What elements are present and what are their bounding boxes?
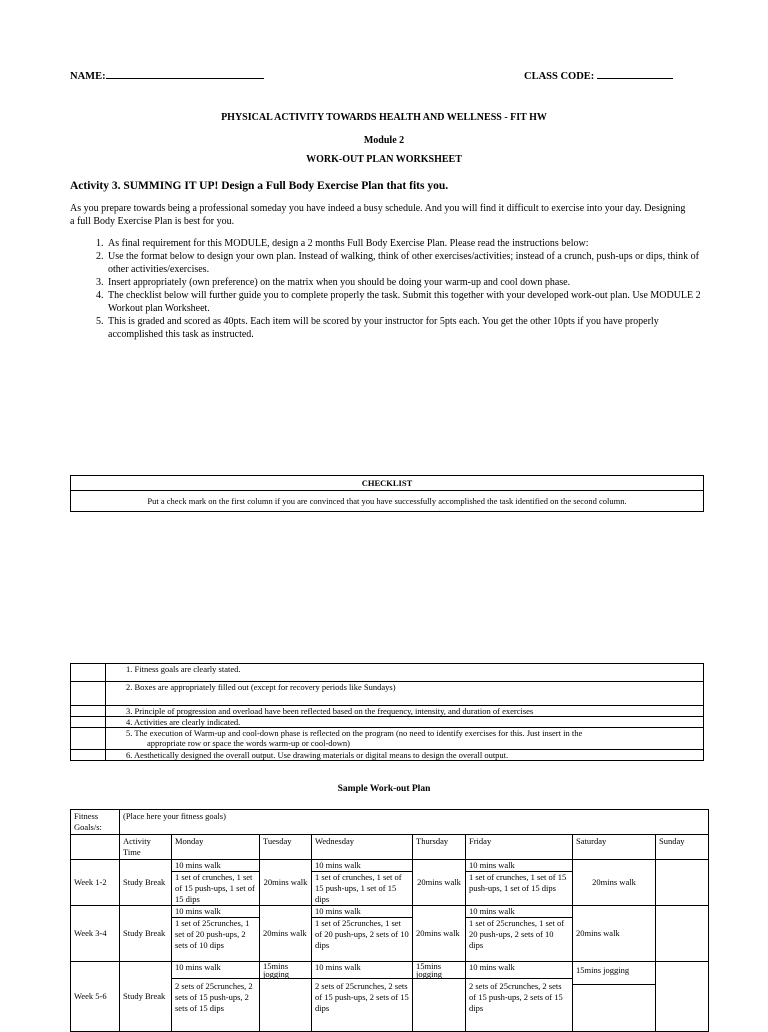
week-row [71, 860, 709, 906]
week-row [71, 906, 709, 962]
tuesday-cell[interactable]: 20mins walk [260, 860, 312, 906]
check-box[interactable] [71, 664, 106, 682]
exercise-text: 1 set of 25crunches, 1 set of 20 push-ups, 2 sets of 10 dips [315, 918, 409, 950]
warmup-text: 10 mins walk [312, 962, 412, 979]
criteria-item: 5. The execution of Warm-up and cool-down phase is reflected on the program (no need to identify exercises for this. Just insert in the [126, 728, 583, 738]
col-header: Activity Time [120, 835, 172, 860]
friday-cell[interactable] [466, 860, 573, 906]
monday-cell[interactable] [172, 962, 260, 1032]
check-box[interactable] [71, 750, 106, 761]
warmup-text: 10 mins walk [466, 906, 572, 918]
warmup-text: 10 mins walk [312, 860, 412, 872]
module-title: Module 2 [363, 135, 405, 146]
thursday-cell[interactable] [413, 962, 466, 1032]
class-code-label: CLASS CODE: [524, 71, 595, 82]
name-blank[interactable] [106, 69, 264, 79]
col-header: Sunday [656, 835, 709, 860]
col-header: Thursday [413, 835, 466, 860]
instructions-list [70, 237, 702, 341]
check-box[interactable] [71, 706, 106, 717]
exercise-text: 1 set of crunches, 1 set of 15 push-ups, 1 set of 15 dips [469, 872, 567, 893]
tuesday-cell[interactable]: 20mins walk [260, 906, 312, 962]
col-header: Friday [466, 835, 573, 860]
friday-cell[interactable] [466, 962, 573, 1032]
week-label: Week 5-6 [71, 962, 120, 1032]
saturday-cell[interactable]: 20mins walk [573, 860, 656, 906]
worksheet-title: WORK-OUT PLAN WORKSHEET [306, 154, 462, 165]
warmup-text: 10 mins walk [312, 906, 412, 918]
thursday-cell[interactable]: 20mins walk [413, 860, 466, 906]
col-header: Tuesday [260, 835, 312, 860]
activity-intro: As you prepare towards being a professional someday you have indeed a busy schedule. And you will find it difficult to exercise into your day. Designing a full Body Exercise Plan is best for you. [70, 203, 686, 227]
wednesday-cell[interactable] [312, 860, 413, 906]
exercise-text: 2 sets of 25crunches, 2 sets of 15 push-ups, 2 sets of 15 dips [175, 981, 253, 1013]
exercise-text: 1 set of crunches, 1 set of 15 push-ups, 1 set of 15 dips [175, 872, 255, 904]
exercise-text: 1 set of crunches, 1 set of 15 push-ups, 1 set of 15 dips [315, 872, 402, 904]
name-field[interactable] [70, 69, 264, 82]
thursday-cell[interactable]: 20mins walk [413, 906, 466, 962]
activity-heading: Activity 3. SUMMING IT UP! Design a Full Body Exercise Plan that fits you. [70, 180, 449, 192]
jogging-text: 15mins jogging [413, 962, 465, 979]
class-code-blank[interactable] [597, 69, 673, 79]
jogging-text: 15mins jogging [260, 962, 311, 979]
warmup-text: 10 mins walk [172, 860, 259, 872]
workout-plan-table [70, 809, 709, 1032]
empty-header-cell [71, 835, 120, 860]
activity-time: Study Break [120, 906, 172, 962]
saturday-cell[interactable]: 20mins walk [573, 906, 656, 962]
sunday-cell[interactable] [656, 962, 709, 1032]
criteria-item: 3. Principle of progression and overload have been reflected based on the frequency, intensity, and duration of exercises [106, 706, 704, 717]
name-label: NAME: [70, 71, 106, 82]
warmup-text: 10 mins walk [466, 860, 572, 872]
exercise-text: 2 sets of 25crunches, 2 sets of 15 push-ups, 2 sets of 15 dips [469, 981, 563, 1013]
exercise-text: 2 sets of 25crunches, 2 sets of 15 push-ups, 2 sets of 15 dips [315, 981, 409, 1013]
checklist-title: CHECKLIST [71, 476, 704, 491]
instruction-item: 2. Use the format below to design your own plan. Instead of walking, think of other exercises/activities; instead of a crunch, push-ups or dips, think of other activities/exercises. [106, 250, 702, 276]
wednesday-cell[interactable] [312, 962, 413, 1032]
criteria-item: 1. Fitness goals are clearly stated. [106, 664, 704, 682]
col-header: Saturday [573, 835, 656, 860]
criteria-item: 6. Aesthetically designed the overall output. Use drawing materials or digital means to design the overall output. [106, 750, 704, 761]
instruction-item: 3. Insert appropriately (own preference) on the matrix when you should be doing your warm-up and cool down phase. [106, 276, 702, 289]
saturday-cell[interactable] [573, 962, 656, 1032]
goals-label: Fitness Goals/s: [71, 810, 120, 835]
sunday-cell[interactable] [656, 860, 709, 906]
criteria-item: 2. Boxes are appropriately filled out (except for recovery periods like Sundays) [106, 682, 704, 706]
check-box[interactable] [71, 717, 106, 728]
course-title: PHYSICAL ACTIVITY TOWARDS HEALTH AND WELLNESS - FIT HW [221, 112, 547, 123]
monday-cell[interactable] [172, 860, 260, 906]
warmup-text: 10 mins walk [172, 962, 259, 979]
week-label: Week 3-4 [71, 906, 120, 962]
warmup-text: 10 mins walk [172, 906, 259, 918]
criteria-table [70, 663, 704, 761]
instruction-item: 1. As final requirement for this MODULE, design a 2 months Full Body Exercise Plan. Please read the instructions below: [106, 237, 702, 250]
activity-time: Study Break [120, 962, 172, 1032]
warmup-text: 10 mins walk [466, 962, 572, 979]
tuesday-cell[interactable] [260, 962, 312, 1032]
sunday-cell[interactable] [656, 906, 709, 962]
checklist-instruction: Put a check mark on the first column if you are convinced that you have successfully accomplished the task identified on the second column. [71, 491, 704, 512]
friday-cell[interactable] [466, 906, 573, 962]
wednesday-cell[interactable] [312, 906, 413, 962]
instruction-item: 4. The checklist below will further guide you to complete properly the task. Submit this together with your developed work-out plan. Use MODULE 2 Workout plan Worksheet. [106, 289, 702, 315]
goals-input[interactable]: (Place here your fitness goals) [120, 810, 709, 835]
week-label: Week 1-2 [71, 860, 120, 906]
plan-title: Sample Work-out Plan [337, 784, 431, 794]
check-box[interactable] [71, 728, 106, 750]
col-header: Monday [172, 835, 260, 860]
exercise-text: 1 set of 25crunches, 1 set of 20 push-ups, 2 sets of 10 dips [175, 918, 250, 950]
checklist-box [70, 475, 704, 512]
instruction-item: 5. This is graded and scored as 40pts. Each item will be scored by your instructor for 5pts each. You get the other 10pts if you have properly accomplished this task as instructed. [106, 315, 702, 341]
week-row [71, 962, 709, 1032]
col-header: Wednesday [312, 835, 413, 860]
criteria-item: 4. Activities are clearly indicated. [106, 717, 704, 728]
criteria-item-5 [106, 728, 704, 750]
class-code-field[interactable] [524, 69, 673, 82]
activity-time: Study Break [120, 860, 172, 906]
monday-cell[interactable] [172, 906, 260, 962]
jogging-text: 15mins jogging [573, 962, 655, 985]
check-box[interactable] [71, 682, 106, 706]
criteria-item-cont: appropriate row or space the words warm-up or cool-down) [147, 738, 350, 748]
exercise-text: 1 set of 25crunches, 1 set of 20 push-ups, 2 sets of 10 dips [469, 918, 565, 950]
